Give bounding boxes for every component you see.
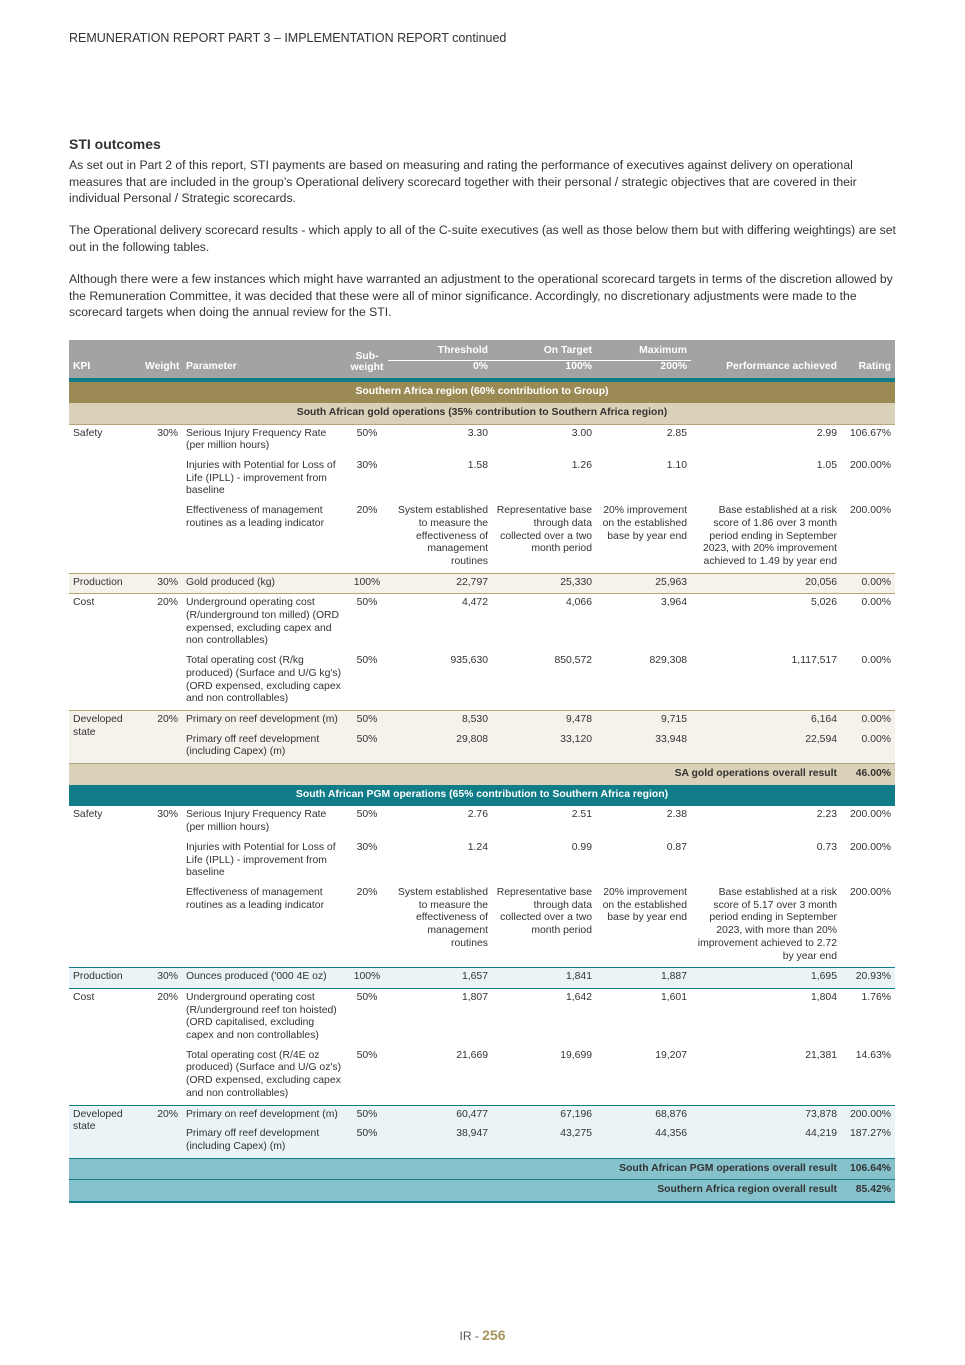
performance-cell: 73,878 <box>691 1105 841 1125</box>
pgm-section-title: South African PGM operations (65% contribution to Southern Africa region) <box>69 785 895 806</box>
header-weight: Weight <box>141 340 182 378</box>
on-target-cell: 43,275 <box>492 1125 596 1158</box>
rating-cell: 200.00% <box>841 1105 895 1125</box>
performance-cell: 2.23 <box>691 806 841 839</box>
subweight-cell: 50% <box>346 594 388 652</box>
table-row <box>69 1105 895 1125</box>
maximum-cell: 2.38 <box>596 806 691 839</box>
threshold-cell: 8,530 <box>388 710 492 730</box>
table-header <box>69 340 895 378</box>
rating-cell: 0.00% <box>841 594 895 652</box>
threshold-cell: 60,477 <box>388 1105 492 1125</box>
kpi-cell: Safety <box>69 806 141 968</box>
table-row <box>69 652 895 710</box>
rating-cell: 20.93% <box>841 968 895 989</box>
rating-cell: 1.76% <box>841 988 895 1046</box>
maximum-cell: 20% improvement on the established base by year end <box>602 887 687 924</box>
header-maximum-pct: 200% <box>596 360 691 378</box>
performance-cell: Base established at a risk score of 1.86 over 3 month period ending in September 2023, with 20% improvement achieved to 1.49 by year end <box>703 505 837 567</box>
threshold-cell: 2.76 <box>388 806 492 839</box>
performance-cell: 1,804 <box>691 988 841 1046</box>
kpi-cell: Production <box>69 968 141 989</box>
parameter-cell: Total operating cost (R/kg produced) (Surface and U/G kg's) (ORD expensed, excluding capex and non controllables) <box>186 655 342 705</box>
table-row <box>69 457 895 502</box>
parameter-cell: Primary off reef development (including Capex) (m) <box>182 1125 346 1158</box>
table-row <box>69 988 895 1046</box>
header-subweight: Sub-weight <box>346 340 388 378</box>
subweight-cell: 50% <box>346 731 388 764</box>
threshold-cell: 1.24 <box>467 841 488 853</box>
performance-cell: 1.05 <box>816 460 837 472</box>
kpi-cell: Safety <box>69 424 141 573</box>
table-row <box>69 710 895 730</box>
intro-paragraph: As set out in Part 2 of this report, STI payments are based on measuring and rating the performance of executives against delivery on operational measures that are included in the group’s Operational delivery scorecard together with their personal / strategic objectives that are covered in their individual Personal / Strategic scorecards. <box>69 158 857 206</box>
performance-cell: Base established at a risk score of 5.17 over 3 month period ending in September 2023, with more than 20% improvement achieved to 2.72 by year end <box>697 887 837 962</box>
on-target-cell: 0.99 <box>571 841 592 853</box>
page-footer <box>0 1327 965 1343</box>
maximum-cell: 9,715 <box>596 710 691 730</box>
parameter-cell: Serious Injury Frequency Rate (per million hours) <box>182 806 346 839</box>
maximum-cell: 1.10 <box>666 460 687 472</box>
parameter-cell: Injuries with Potential for Loss of Life (IPLL) - improvement from baseline <box>186 841 336 879</box>
kpi-cell: Cost <box>69 594 141 711</box>
subweight-cell: 100% <box>346 968 388 989</box>
performance-cell: 1,695 <box>691 968 841 989</box>
header-threshold: Threshold <box>388 340 492 360</box>
threshold-cell: 935,630 <box>450 655 488 667</box>
on-target-cell: 1,642 <box>492 988 596 1046</box>
performance-cell: 44,219 <box>691 1125 841 1158</box>
section-title: STI outcomes <box>69 136 161 152</box>
kpi-cell: Developed state <box>69 1105 141 1158</box>
parameter-cell: Effectiveness of management routines as a leading indicator <box>186 887 325 911</box>
subweight-cell: 20% <box>356 505 378 517</box>
header-parameter: Parameter <box>182 340 346 378</box>
weight-cell: 20% <box>141 594 182 711</box>
threshold-cell: 22,797 <box>388 573 492 594</box>
on-target-cell: 67,196 <box>492 1105 596 1125</box>
on-target-cell: 33,120 <box>492 731 596 764</box>
on-target-cell: 25,330 <box>492 573 596 594</box>
threshold-cell: 1,807 <box>388 988 492 1046</box>
rating-cell: 0.00% <box>841 710 895 730</box>
parameter-cell: Serious Injury Frequency Rate (per million hours) <box>182 424 346 457</box>
rating-cell: 0.00% <box>841 573 895 594</box>
header-on-target-pct: 100% <box>492 360 596 378</box>
subweight-cell: 50% <box>346 710 388 730</box>
subweight-cell: 50% <box>346 806 388 839</box>
table-row <box>69 968 895 989</box>
threshold-cell: System established to measure the effectiveness of management routines <box>397 887 488 949</box>
on-target-cell: 4,066 <box>492 594 596 652</box>
header-threshold-pct: 0% <box>388 360 492 378</box>
threshold-cell: 4,472 <box>388 594 492 652</box>
subweight-cell: 30% <box>356 460 378 472</box>
rating-cell: 0.00% <box>841 731 895 764</box>
performance-cell: 1,117,517 <box>791 655 837 667</box>
parameter-cell: Primary off reef development (including Capex) (m) <box>182 731 346 764</box>
weight-cell: 30% <box>141 806 182 968</box>
parameter-cell: Underground operating cost (R/underground ton milled) (ORD expensed, excluding capex and non controllables) <box>182 594 346 652</box>
rating-cell: 0.00% <box>861 655 891 667</box>
on-target-cell: Representative base through data collected over a two month period <box>496 505 592 555</box>
threshold-cell: 3.30 <box>388 424 492 457</box>
running-header: REMUNERATION REPORT PART 3 – IMPLEMENTATION REPORT continued <box>69 31 507 45</box>
threshold-cell: 38,947 <box>388 1125 492 1158</box>
subweight-cell: 50% <box>346 1125 388 1158</box>
overall-result-value: 46.00% <box>841 764 895 785</box>
rating-cell: 14.63% <box>855 1049 891 1061</box>
on-target-cell: 850,572 <box>554 655 592 667</box>
rating-cell: 106.67% <box>841 424 895 457</box>
threshold-cell: 21,669 <box>456 1049 488 1061</box>
discretion-paragraph: Although there were a few instances which might have warranted an adjustment to the operational scorecard targets in terms of the discretion allowed by the Remuneration Committee, it was decided that these were all of minor significance. Accordingly, no discretionary adjustments were made to the scorecard targets when doing the annual review for the STI. <box>69 272 893 320</box>
rating-cell: 200.00% <box>841 806 895 839</box>
table-row <box>69 594 895 652</box>
subweight-cell: 50% <box>356 1049 378 1061</box>
parameter-cell: Primary on reef development (m) <box>182 1105 346 1125</box>
maximum-cell: 33,948 <box>596 731 691 764</box>
on-target-cell: 3.00 <box>492 424 596 457</box>
maximum-cell: 19,207 <box>655 1049 687 1061</box>
maximum-cell: 0.87 <box>666 841 687 853</box>
subweight-cell: 20% <box>356 887 378 898</box>
gold-section-row <box>69 403 895 424</box>
overall-result-value: 85.42% <box>841 1180 895 1202</box>
maximum-cell: 68,876 <box>596 1105 691 1125</box>
header-performance: Performance achieved <box>691 340 841 378</box>
subweight-cell: 50% <box>356 655 378 667</box>
parameter-cell: Primary on reef development (m) <box>182 710 346 730</box>
region-row <box>69 382 895 403</box>
parameter-cell: Effectiveness of management routines as a leading indicator <box>186 505 325 529</box>
performance-cell: 5,026 <box>691 594 841 652</box>
performance-cell: 6,164 <box>691 710 841 730</box>
footer-prefix: IR - <box>459 1329 483 1343</box>
performance-cell: 0.73 <box>816 841 837 853</box>
rating-cell: 200.00% <box>849 841 891 853</box>
overall-result-value: 106.64% <box>841 1158 895 1180</box>
region-title: Southern Africa region (60% contribution to Group) <box>69 382 895 403</box>
table-row <box>69 731 895 764</box>
threshold-cell: 29,808 <box>388 731 492 764</box>
on-target-cell: 9,478 <box>492 710 596 730</box>
overall-result-label: SA gold operations overall result <box>69 764 841 785</box>
overall-result-row <box>69 1158 895 1180</box>
overall-result-row <box>69 764 895 785</box>
kpi-cell: Cost <box>69 988 141 1105</box>
rating-cell: 187.27% <box>841 1125 895 1158</box>
table-row <box>69 839 895 884</box>
subweight-cell: 50% <box>346 424 388 457</box>
weight-cell: 30% <box>141 968 182 989</box>
table-row <box>69 424 895 457</box>
maximum-cell: 1,887 <box>596 968 691 989</box>
overall-result-row <box>69 1180 895 1202</box>
table-body <box>69 378 895 1202</box>
maximum-cell: 25,963 <box>596 573 691 594</box>
page-number: 256 <box>482 1327 506 1343</box>
maximum-cell: 20% improvement on the established base by year end <box>602 505 687 542</box>
maximum-cell: 3,964 <box>596 594 691 652</box>
parameter-cell: Total operating cost (R/4E oz produced) (Surface and U/G oz's) (ORD expensed, excluding capex and non controllables) <box>186 1049 342 1099</box>
header-kpi: KPI <box>69 340 141 378</box>
weight-cell: 30% <box>141 424 182 573</box>
parameter-cell: Underground operating cost (R/underground reef ton hoisted) (ORD capitalised, excluding capex and non controllables) <box>182 988 346 1046</box>
weight-cell: 20% <box>141 1105 182 1158</box>
scorecard-paragraph: The Operational delivery scorecard results - which apply to all of the C-suite executives (as well as those below them but with differing weightings) are set out in the following tables. <box>69 223 896 254</box>
table-row <box>69 806 895 839</box>
overall-result-label: South African PGM operations overall result <box>69 1158 841 1180</box>
performance-cell: 22,594 <box>691 731 841 764</box>
subweight-cell: 50% <box>346 988 388 1046</box>
parameter-cell: Gold produced (kg) <box>182 573 346 594</box>
subweight-cell: 100% <box>346 573 388 594</box>
weight-cell: 20% <box>141 710 182 763</box>
header-rating: Rating <box>841 340 895 378</box>
subweight-cell: 50% <box>346 1105 388 1125</box>
table-row <box>69 502 895 573</box>
on-target-cell: 19,699 <box>560 1049 592 1061</box>
threshold-cell: 1.58 <box>467 460 488 472</box>
header-maximum: Maximum <box>596 340 691 360</box>
rating-cell: 200.00% <box>849 887 891 898</box>
overall-result-label: Southern Africa region overall result <box>69 1180 841 1202</box>
header-on-target: On Target <box>492 340 596 360</box>
subweight-cell: 30% <box>356 841 378 853</box>
on-target-cell: 1,841 <box>492 968 596 989</box>
on-target-cell: Representative base through data collected over a two month period <box>496 887 592 937</box>
weight-cell: 30% <box>141 573 182 594</box>
on-target-cell: 1.26 <box>571 460 592 472</box>
pgm-section-row <box>69 785 895 806</box>
performance-cell: 21,381 <box>805 1049 837 1061</box>
performance-cell: 2.99 <box>691 424 841 457</box>
table-row <box>69 1125 895 1158</box>
rating-cell: 200.00% <box>849 460 891 472</box>
weight-cell: 20% <box>141 988 182 1105</box>
kpi-cell: Production <box>69 573 141 594</box>
maximum-cell: 1,601 <box>596 988 691 1046</box>
maximum-cell: 2.85 <box>596 424 691 457</box>
parameter-cell: Ounces produced ('000 4E oz) <box>182 968 346 989</box>
maximum-cell: 829,308 <box>649 655 687 667</box>
on-target-cell: 2.51 <box>492 806 596 839</box>
kpi-cell: Developed state <box>69 710 141 763</box>
gold-section-title: South African gold operations (35% contribution to Southern Africa region) <box>69 403 895 424</box>
threshold-cell: System established to measure the effectiveness of management routines <box>397 505 488 567</box>
table-row <box>69 884 895 968</box>
parameter-cell: Injuries with Potential for Loss of Life (IPLL) - improvement from baseline <box>186 460 336 497</box>
operational-scorecard-table <box>69 340 895 1203</box>
rating-cell: 200.00% <box>849 505 891 517</box>
table-row <box>69 1047 895 1105</box>
table-row <box>69 573 895 594</box>
threshold-cell: 1,657 <box>388 968 492 989</box>
maximum-cell: 44,356 <box>596 1125 691 1158</box>
performance-cell: 20,056 <box>691 573 841 594</box>
